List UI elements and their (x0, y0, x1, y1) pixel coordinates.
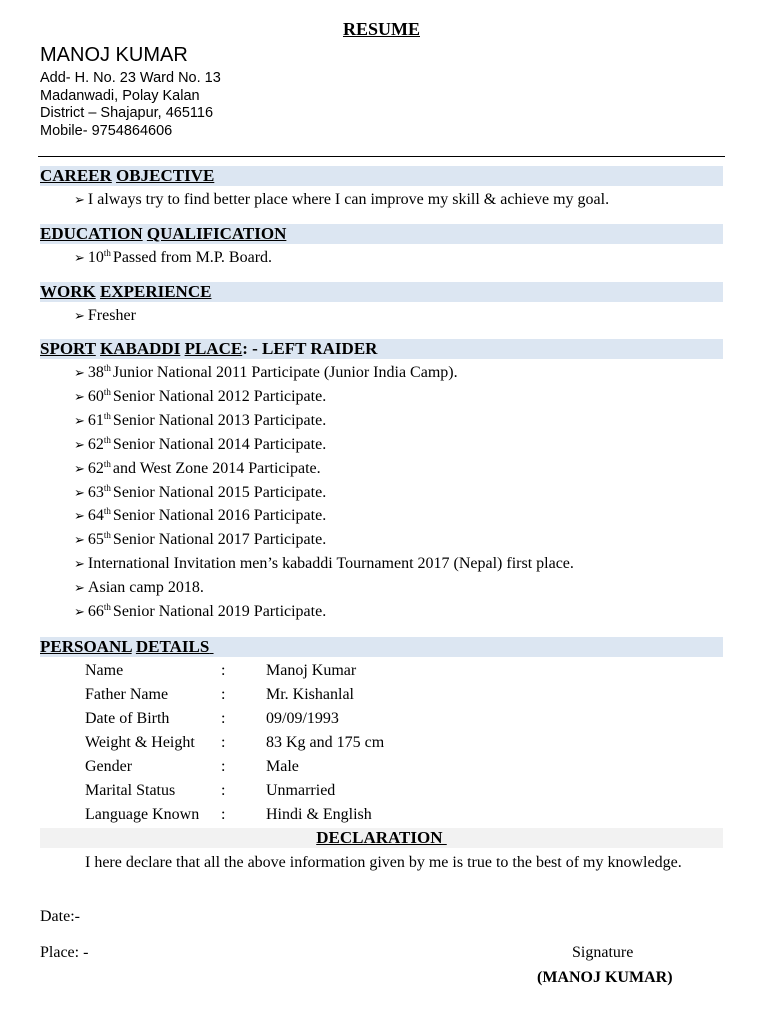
bullet-text: Fresher (87, 307, 136, 324)
section-education (40, 224, 723, 244)
detail-key: Language Known (85, 806, 200, 823)
signer-name: (MANOJ KUMAR) (537, 969, 673, 986)
sport-achievement-item (74, 554, 574, 575)
section-sport (40, 339, 723, 359)
bullet-text: and West Zone 2014 Participate. (112, 459, 321, 477)
section-heading-word: PERSOANL (40, 637, 132, 656)
ordinal-suffix: th (103, 248, 111, 258)
ordinal-suffix: th (103, 386, 111, 397)
bullet-number: 62 (87, 435, 104, 453)
section-personal-details (40, 637, 723, 657)
detail-colon: : (221, 758, 226, 775)
education-item (74, 248, 272, 269)
detail-value: Mr. Kishanlal (266, 686, 354, 703)
detail-key: Marital Status (85, 782, 176, 799)
detail-value: Hindi & English (266, 806, 372, 823)
declaration-text: I here declare that all the above information given by me is true to the best of my knowledge. (85, 854, 682, 871)
personal-detail-row (85, 757, 299, 777)
bullet-number: 64 (87, 507, 104, 525)
personal-detail-row (85, 733, 384, 753)
ordinal-suffix: th (103, 482, 111, 493)
ordinal-suffix: th (103, 530, 111, 541)
ordinal-suffix: th (103, 506, 111, 517)
bullet-text: Senior National 2017 Participate. (112, 531, 327, 549)
sport-achievement-item (74, 363, 458, 384)
personal-detail-row (85, 685, 354, 705)
sport-achievement-item (74, 578, 204, 599)
bullet-number: 62 (87, 459, 104, 477)
sport-achievement-item (74, 602, 326, 623)
address-line: District – Shajapur, 465116 (40, 105, 214, 121)
arrow-bullet-icon: ➢ (74, 509, 85, 525)
signature-label: Signature (572, 944, 634, 961)
address-line: Madanwadi, Polay Kalan (40, 87, 200, 104)
section-career-objective (40, 166, 723, 186)
arrow-bullet-icon: ➢ (74, 605, 85, 620)
detail-colon: : (221, 710, 226, 727)
bullet-number: 66 (87, 603, 104, 620)
arrow-bullet-icon: ➢ (74, 251, 85, 266)
arrow-bullet-icon: ➢ (74, 437, 85, 453)
declaration-title-text: DECLARATION (316, 828, 443, 847)
address-line: Add- H. No. 23 Ward No. 13 (40, 70, 221, 86)
sport-achievement-item (74, 387, 326, 408)
place-label: Place: - (40, 944, 89, 961)
personal-detail-row (85, 709, 339, 729)
section-heading-word: QUALIFICATION (146, 224, 287, 243)
arrow-bullet-icon: ➢ (74, 413, 85, 429)
sport-achievement-item (74, 506, 326, 527)
applicant-name: MANOJ KUMAR (40, 44, 188, 66)
ordinal-suffix: th (103, 458, 111, 469)
header-divider (38, 156, 725, 157)
section-heading-word: DETAILS (135, 637, 210, 656)
arrow-bullet-icon: ➢ (74, 366, 85, 381)
section-heading-word: EDUCATION (40, 224, 143, 243)
date-label: Date:- (40, 908, 80, 925)
detail-value: 83 Kg and 175 cm (266, 734, 385, 751)
career-objective-item (74, 190, 609, 211)
arrow-bullet-icon: ➢ (74, 309, 85, 324)
declaration-title (40, 828, 723, 848)
sport-achievement-item (74, 411, 326, 432)
bullet-number: 60 (87, 387, 104, 405)
sport-achievement-item (74, 530, 326, 551)
arrow-bullet-icon: ➢ (74, 557, 85, 573)
ordinal-suffix: th (103, 602, 111, 612)
bullet-number: 65 (87, 531, 104, 549)
bullet-number: 63 (87, 483, 104, 501)
detail-value: Manoj Kumar (266, 662, 357, 679)
detail-key: Name (85, 662, 124, 679)
detail-value: Unmarried (266, 782, 336, 799)
bullet-text: Asian camp 2018. (87, 579, 204, 597)
section-heading-word: PLACE (184, 339, 243, 358)
section-heading-word: SPORT (40, 339, 96, 358)
bullet-text: Senior National 2012 Participate. (112, 387, 327, 405)
detail-colon: : (221, 686, 226, 703)
detail-colon: : (221, 662, 226, 679)
bullet-number: 10 (87, 249, 104, 266)
bullet-number: 61 (87, 411, 104, 429)
bullet-text: Senior National 2016 Participate. (112, 507, 327, 525)
section-work-experience (40, 282, 723, 302)
sport-achievement-item (74, 483, 326, 504)
bullet-text: I always try to find better place where I can improve my skill & achieve my goal. (87, 191, 610, 208)
arrow-bullet-icon: ➢ (74, 193, 85, 208)
personal-detail-row (85, 781, 335, 801)
detail-key: Date of Birth (85, 710, 170, 727)
detail-colon: : (221, 734, 226, 751)
section-heading-word: CAREER (40, 166, 112, 185)
bullet-text: Senior National 2014 Participate. (112, 435, 327, 453)
arrow-bullet-icon: ➢ (74, 533, 85, 549)
ordinal-suffix: th (103, 410, 111, 421)
section-heading-word: EXPERIENCE (99, 282, 212, 301)
personal-detail-row (85, 661, 356, 681)
section-heading-word: OBJECTIVE (116, 166, 215, 185)
bullet-text: Senior National 2019 Participate. (112, 603, 327, 620)
document-title: RESUME (342, 19, 420, 39)
bullet-text: Senior National 2015 Participate. (112, 483, 327, 501)
sport-achievement-item (74, 435, 326, 456)
bullet-text: International Invitation men’s kabaddi Tournament 2017 (Nepal) first place. (87, 555, 574, 573)
detail-key: Gender (85, 758, 133, 775)
bullet-text: Senior National 2013 Participate. (112, 411, 327, 429)
bullet-text: Junior National 2011 Participate (Junior India Camp). (112, 364, 458, 381)
arrow-bullet-icon: ➢ (74, 581, 85, 597)
address-block (40, 70, 221, 140)
section-heading-word: WORK (40, 282, 96, 301)
bullet-number: 38 (87, 364, 104, 381)
personal-detail-row (85, 805, 372, 825)
arrow-bullet-icon: ➢ (74, 461, 85, 477)
arrow-bullet-icon: ➢ (74, 485, 85, 501)
detail-key: Weight & Height (85, 734, 195, 751)
sport-achievement-item (74, 459, 321, 480)
detail-key: Father Name (85, 686, 169, 703)
detail-colon: : (221, 782, 226, 799)
detail-value: Male (266, 758, 299, 775)
bullet-text: Passed from M.P. Board. (112, 249, 273, 266)
detail-value: 09/09/1993 (266, 710, 339, 727)
work-item (74, 306, 136, 327)
mobile-line: Mobile- 9754864606 (40, 122, 173, 139)
ordinal-suffix: th (103, 363, 111, 373)
section-heading-word: KABADDI (100, 339, 181, 358)
detail-colon: : (221, 806, 226, 823)
arrow-bullet-icon: ➢ (74, 389, 85, 405)
section-heading-rest: : - LEFT RAIDER (242, 339, 378, 358)
ordinal-suffix: th (103, 434, 111, 445)
